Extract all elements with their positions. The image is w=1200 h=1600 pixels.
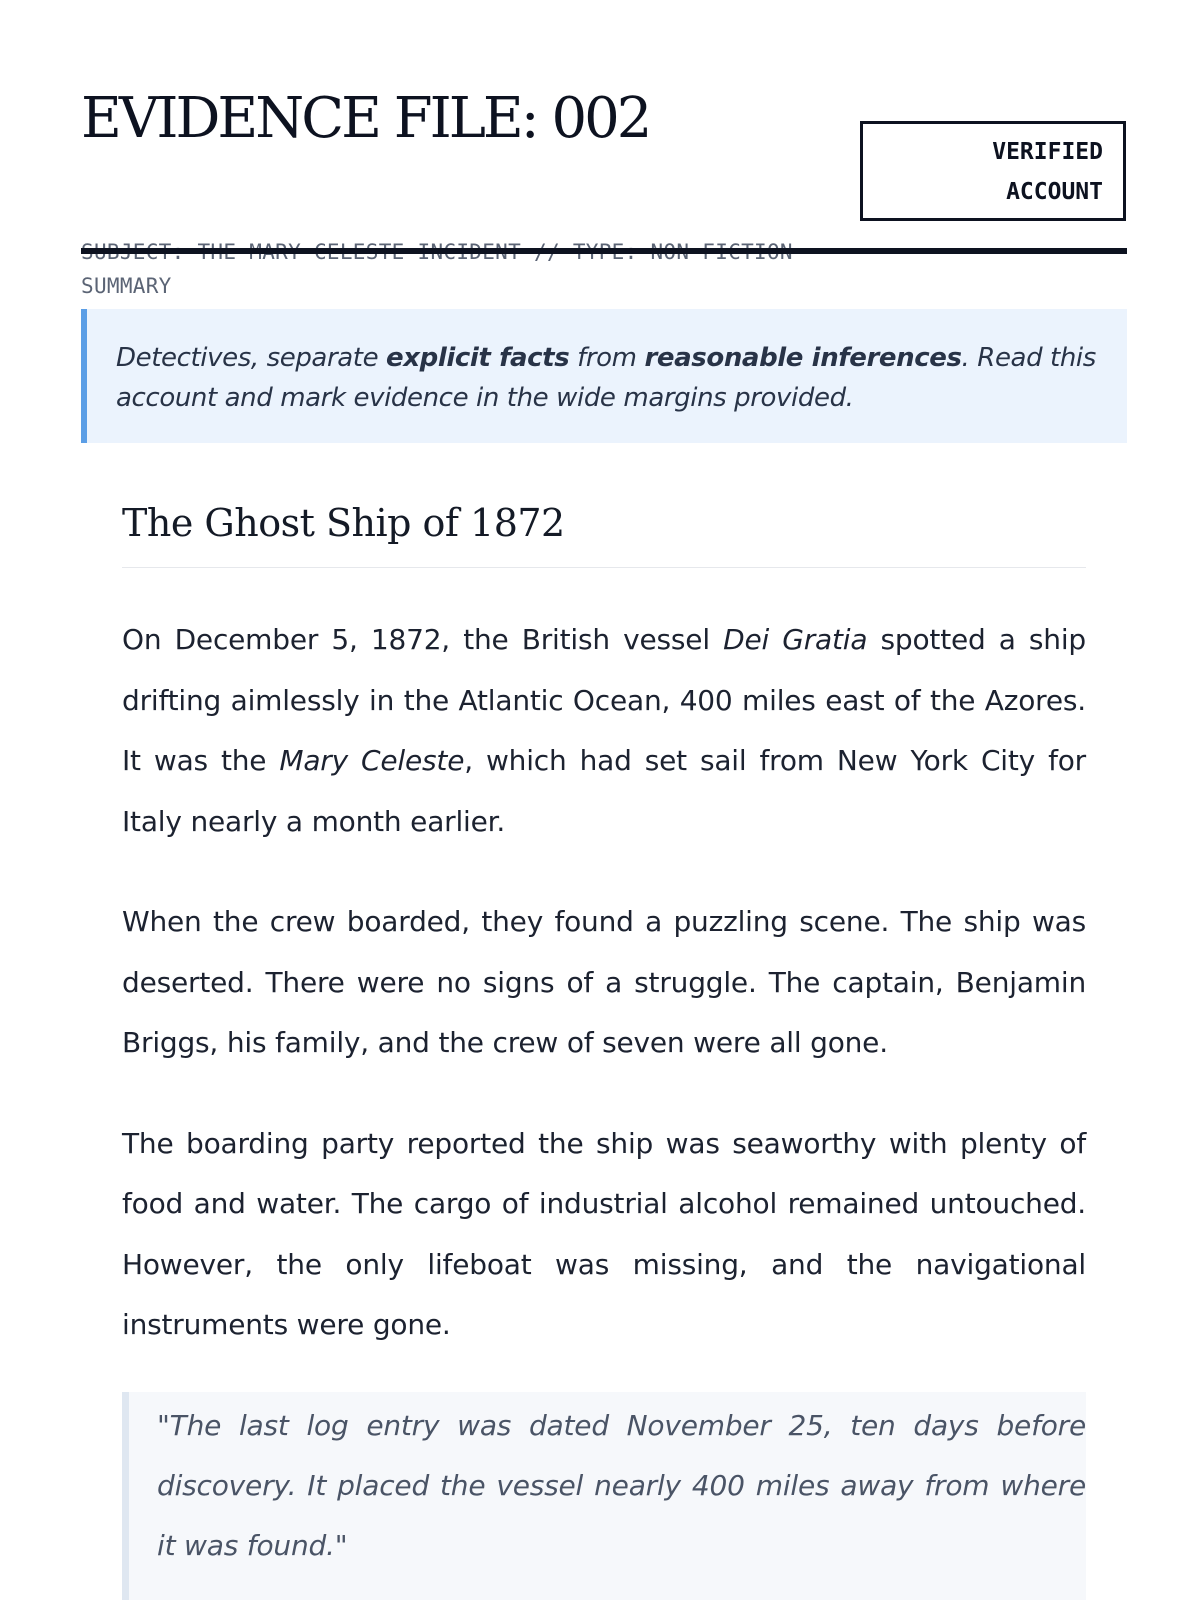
header-divider xyxy=(81,248,1127,254)
subject-line: SUMMARY xyxy=(81,274,172,298)
callout-bold-reasonable-inferences: reasonable inferences xyxy=(644,343,962,373)
p1-text-b: spotted a ship drifting aimlessly in the Atlantic Ocean, 400 miles east of the Azores. It was the xyxy=(122,623,1086,777)
paragraph-1 xyxy=(122,610,1086,852)
callout-text-3: . Read this account and mark evidence in the wide margins provided. xyxy=(116,343,1096,413)
evidence-file-title: EVIDENCE FILE: 002 xyxy=(81,86,650,151)
p1-text-c: , which had set sail from New York City for Italy nearly a month earlier. xyxy=(122,744,1086,838)
log-entry-quote: "The last log entry was dated November 25, ten days before discovery. It placed the vessel nearly 400 miles away from where it was found." xyxy=(122,1392,1086,1600)
paragraph-3: The boarding party reported the ship was seaworthy with plenty of food and water. The cargo of industrial alcohol remained untouched. However, the only lifeboat was missing, and the navigational instruments were gone. xyxy=(122,1126,1086,1341)
ship-name-dei-gratia: Dei Gratia xyxy=(723,623,868,656)
stamp-line-2: ACCOUNT xyxy=(1006,179,1103,205)
instructions-callout xyxy=(81,309,1127,443)
stamp-line-1: VERIFIED xyxy=(992,139,1103,165)
p1-text-a: On December 5, 1872, the British vessel xyxy=(122,623,724,656)
callout-text-2: from xyxy=(569,343,645,373)
paragraph-2: When the crew boarded, they found a puzzling scene. The ship was deserted. There were no signs of a struggle. The captain, Benjamin Briggs, his family, and the crew of seven were all gone. xyxy=(122,905,1086,1059)
evidence-header xyxy=(81,84,1127,298)
ship-name-mary-celeste: Mary Celeste xyxy=(279,744,465,777)
callout-text-1: Detectives, separate xyxy=(116,343,387,373)
article-title: The Ghost Ship of 1872 xyxy=(122,495,1086,568)
verified-account-stamp xyxy=(860,121,1126,221)
article xyxy=(122,495,1086,1356)
callout-bold-explicit-facts: explicit facts xyxy=(386,343,570,373)
